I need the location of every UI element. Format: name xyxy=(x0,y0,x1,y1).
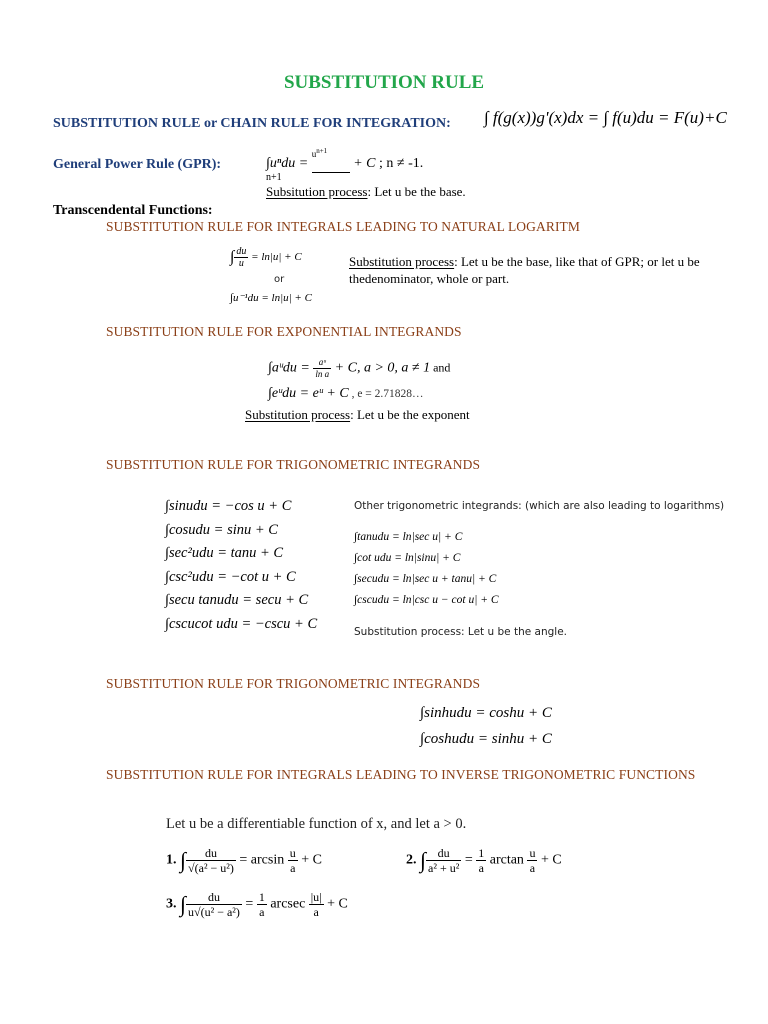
trig-other-formula: ∫secudu = ln|sec u + tanu| + C xyxy=(354,573,497,585)
inverse-trig-heading: SUBSTITUTION RULE FOR INTEGRALS LEADING TO INVERSE TRIGONOMETRIC FUNCTIONS xyxy=(106,767,696,782)
inverse-trig-item-1: 1. ∫ $\frac{du}{\text{√(a² − u²)}}$ = arcsin $\frac{u}{a}$ + C xyxy=(166,846,322,875)
chain-rule-label: SUBSTITUTION RULE or CHAIN RULE FOR INTEGRATION: xyxy=(53,116,451,131)
natural-log-or: or xyxy=(274,274,285,285)
trig-basic-formula: ∫secu tanudu = secu + C xyxy=(165,592,309,608)
natural-log-heading: SUBSTITUTION RULE FOR INTEGRALS LEADING TO NATURAL LOGARITM xyxy=(106,219,581,234)
gpr-plus-c: + C xyxy=(349,156,376,171)
trig-basic-formula: ∫cosudu = sinu + C xyxy=(165,521,278,538)
gpr-process xyxy=(266,184,466,200)
trig-process: Substitution process: Let u be the angle. xyxy=(354,626,568,638)
trig-other-list xyxy=(354,527,499,611)
trig-other-formula: ∫cot udu = ln|sinu| + C xyxy=(354,552,461,564)
hyperbolic-heading: SUBSTITUTION RULE FOR TRIGONOMETRIC INTEGRANDS xyxy=(106,676,481,691)
trig-basic-formula: ∫cscucot udu = −cscu + C xyxy=(165,615,318,632)
trig-basic-formula: ∫sec²udu = tanu + C xyxy=(165,545,284,561)
inverse-trig-intro: Let u be a differentiable function of x, and let a > 0. xyxy=(166,816,467,832)
natural-log-formula-2: ∫u⁻¹du = ln|u| + C xyxy=(230,292,312,304)
inverse-trig-item-2: 2. ∫ $\frac{du}{\text{a² + u²}}$ = $\frac{1}{a}$ arctan $\frac{u}{a}$ + C xyxy=(406,846,562,875)
trig-basic-formula: ∫csc²udu = −cot u + C xyxy=(165,568,296,585)
gpr-formula xyxy=(266,147,424,173)
hyperbolic-list xyxy=(420,700,552,752)
exponential-formula-2: ∫eᵘdu = eᵘ + C , e = 2.71828… xyxy=(268,386,424,401)
natural-log-formula-1: ∫ $\frac{du}{u}$ = ln|u| + C xyxy=(230,246,302,269)
trig-other-formula: ∫cscudu = ln|csc u − cot u| + C xyxy=(354,594,499,606)
exponential-formula-1: ∫aᵘdu = $\frac{\text{aᵘ}}{\text{ln a}}$ + C, a > 0, a ≠ 1 and xyxy=(268,357,451,379)
hyperbolic-formula: ∫sinhudu = coshu + C xyxy=(420,705,552,721)
gpr-process-label: Subsitution process xyxy=(266,184,368,199)
transcendental-heading: Transcendental Functions: xyxy=(53,203,213,218)
gpr-condition: ; n ≠ -1. xyxy=(375,156,424,171)
gpr-formula-left: ∫uⁿdu = xyxy=(266,156,312,171)
trig-heading: SUBSTITUTION RULE FOR TRIGONOMETRIC INTEGRANDS xyxy=(106,457,481,472)
trig-basic-formula: ∫sinudu = −cos u + C xyxy=(165,498,292,514)
exponential-process: Substitution process: Let u be the exponent xyxy=(245,407,470,422)
inverse-trig-item-3: 3. ∫ $\frac{du}{\text{u√(u² − a²)}}$ = $\frac{1}{a}$ arcsec $\frac{|u|}{a}$ + C xyxy=(166,890,348,919)
trig-basic-list xyxy=(165,495,317,636)
natural-log-process: Substitution process: Let u be the base, like that of GPR; or let u be thedenominator, whole or part. xyxy=(349,254,700,286)
trig-other-formula: ∫tanudu = ln|sec u| + C xyxy=(354,531,463,543)
gpr-denominator: n+1 xyxy=(266,172,282,183)
exponential-heading: SUBSTITUTION RULE FOR EXPONENTIAL INTEGRANDS xyxy=(106,324,462,339)
trig-other-label: Other trigonometric integrands: (which are also leading to logarithms) xyxy=(354,500,725,512)
gpr-label: General Power Rule (GPR): xyxy=(53,157,222,172)
gpr-fraction xyxy=(311,147,350,173)
page-title: SUBSTITUTION RULE xyxy=(283,72,485,93)
gpr-process-text: : Let u be the base. xyxy=(367,184,466,199)
chain-rule-formula: ∫ f(g(x))g'(x)dx = ∫ f(u)du = F(u)+C xyxy=(484,108,727,127)
hyperbolic-formula: ∫coshudu = sinhu + C xyxy=(420,731,552,747)
gpr-exponent: $u^{n+1}$ xyxy=(311,147,328,159)
